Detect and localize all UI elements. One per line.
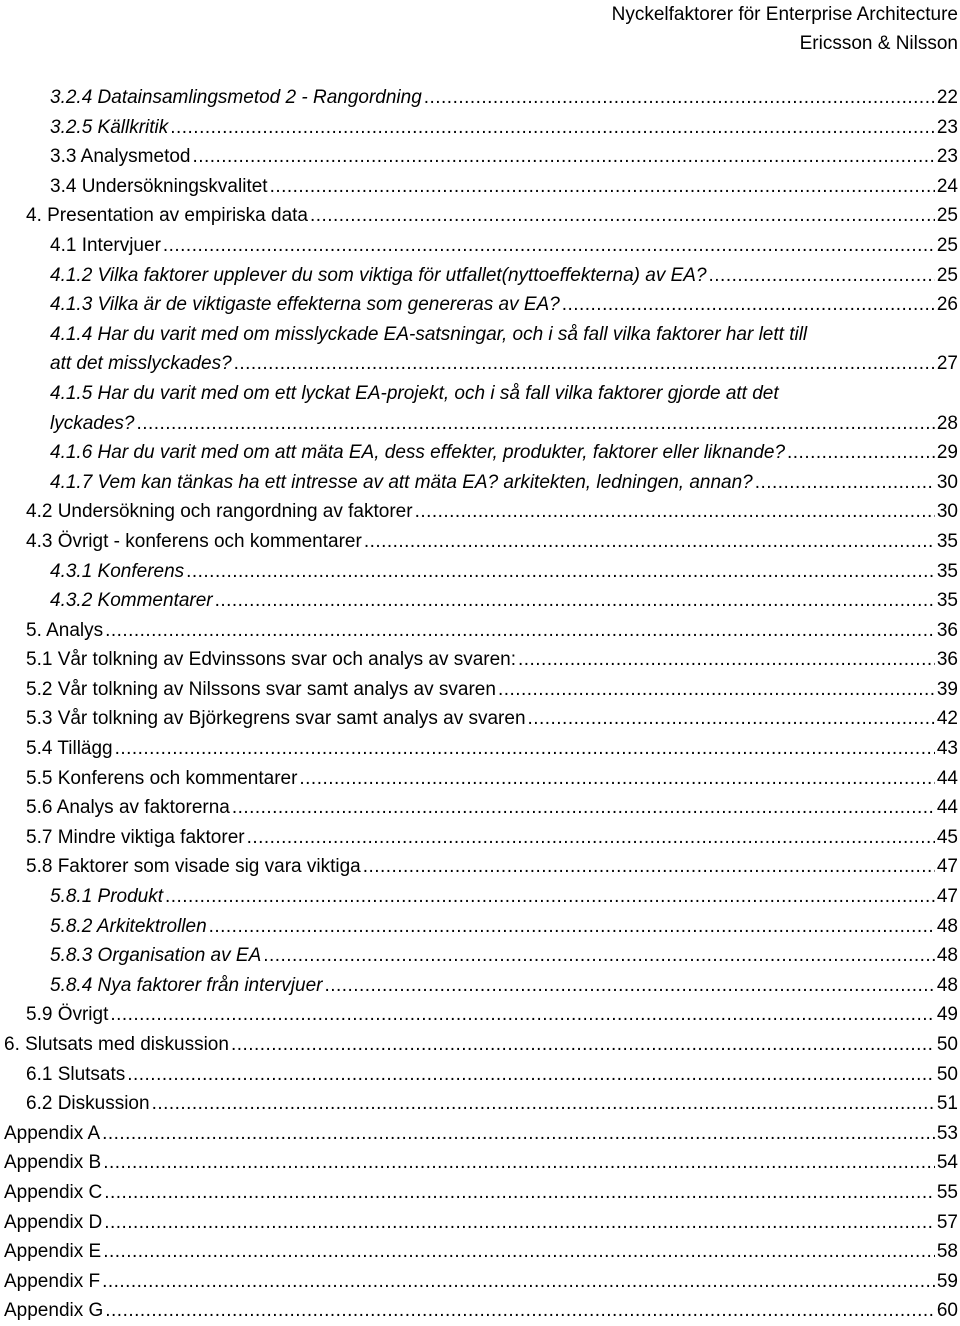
toc-leader-dots (103, 1148, 935, 1178)
table-of-contents (4, 83, 958, 1326)
toc-entry[interactable] (4, 1148, 958, 1178)
toc-page-number: 47 (936, 886, 958, 908)
toc-entry-title: att det misslyckades? (50, 353, 232, 375)
toc-entry[interactable] (4, 113, 958, 143)
toc-leader-dots (234, 349, 935, 379)
toc-page-number: 53 (936, 1122, 958, 1144)
toc-page-number: 36 (936, 619, 958, 641)
toc-entry-title: 5.8.3 Organisation av EA (50, 945, 262, 967)
toc-entry[interactable] (4, 527, 958, 557)
toc-entry[interactable] (4, 704, 958, 734)
toc-entry-title: lyckades? (50, 412, 135, 434)
toc-page-number: 49 (936, 1004, 958, 1026)
toc-entry[interactable] (4, 142, 958, 172)
toc-leader-dots (518, 645, 935, 675)
toc-leader-dots (110, 1000, 934, 1030)
toc-page-number: 48 (936, 915, 958, 937)
toc-leader-dots (103, 1237, 935, 1267)
toc-page-number: 50 (936, 1063, 958, 1085)
toc-page-number: 51 (936, 1093, 958, 1115)
toc-entry-title: 5.8 Faktorer som visade sig vara viktiga (26, 856, 361, 878)
toc-leader-dots (299, 764, 934, 794)
toc-page-number: 25 (936, 264, 958, 286)
toc-page-number: 30 (936, 501, 958, 523)
toc-entry-title: 5.9 Övrigt (26, 1004, 109, 1026)
toc-entry[interactable] (4, 1089, 958, 1119)
toc-entry-title: 5.8.4 Nya faktorer från intervjuer (50, 974, 323, 996)
toc-page-number: 55 (936, 1181, 958, 1203)
toc-entry[interactable] (4, 1237, 958, 1267)
toc-entry[interactable] (4, 1119, 958, 1149)
toc-entry-title: Appendix E (4, 1241, 102, 1263)
toc-entry[interactable] (4, 1296, 958, 1326)
toc-page-number: 35 (936, 590, 958, 612)
toc-page-number: 29 (936, 442, 958, 464)
toc-leader-dots (102, 1119, 935, 1149)
toc-entry[interactable] (4, 1178, 958, 1208)
toc-entry-title: 4.1 Intervjuer (50, 234, 161, 256)
toc-entry-title: 5. Analys (26, 619, 104, 641)
toc-page-number: 44 (936, 797, 958, 819)
toc-entry[interactable] (4, 438, 958, 468)
toc-page-number: 28 (936, 412, 958, 434)
toc-leader-dots (170, 113, 935, 143)
toc-leader-dots (364, 527, 935, 557)
toc-leader-dots (755, 468, 935, 498)
toc-entry[interactable] (4, 1208, 958, 1238)
toc-page-number: 58 (936, 1241, 958, 1263)
toc-page-number: 48 (936, 974, 958, 996)
toc-page-number: 42 (936, 708, 958, 730)
toc-entry-title: 5.8.1 Produkt (50, 886, 164, 908)
toc-entry-title: Appendix F (4, 1270, 101, 1292)
toc-leader-dots (163, 231, 935, 261)
toc-entry-title: 6.2 Diskussion (26, 1093, 150, 1115)
toc-entry-title: 3.4 Undersökningskvalitet (50, 175, 268, 197)
document-title: Nyckelfaktorer för Enterprise Architecture (611, 4, 958, 25)
toc-entry[interactable] (4, 497, 958, 527)
toc-leader-dots (263, 941, 935, 971)
toc-entry-title: 5.2 Vår tolkning av Nilssons svar samt analys av svaren (26, 678, 496, 700)
document-authors: Ericsson & Nilsson (799, 33, 958, 54)
toc-entry-title: Appendix C (4, 1181, 103, 1203)
toc-page-number: 35 (936, 560, 958, 582)
toc-entry-title: 4.3 Övrigt - konferens och kommentarer (26, 530, 362, 552)
toc-entry[interactable] (4, 231, 958, 261)
toc-leader-dots (247, 823, 935, 853)
toc-entry-title: 5.3 Vår tolkning av Björkegrens svar samt analys av svaren (26, 708, 526, 730)
toc-page-number: 48 (936, 945, 958, 967)
toc-leader-dots (105, 1296, 935, 1326)
toc-page-number: 43 (936, 738, 958, 760)
toc-leader-dots (562, 290, 935, 320)
toc-entry[interactable] (4, 83, 958, 113)
toc-entry[interactable] (4, 201, 958, 231)
toc-leader-dots (424, 83, 935, 113)
toc-leader-dots (215, 586, 935, 616)
toc-page-number: 25 (936, 234, 958, 256)
toc-entry[interactable] (4, 468, 958, 498)
toc-leader-dots (105, 616, 935, 646)
toc-entry-title-line1: 4.1.4 Har du varit med om misslyckade EA-satsningar, och i så fall vilka faktorer har lett till (50, 323, 808, 345)
toc-entry-title: Appendix B (4, 1152, 102, 1174)
toc-entry-title: 4.1.3 Vilka är de viktigaste effekterna som genereras av EA? (50, 294, 560, 316)
toc-entry[interactable] (4, 557, 958, 587)
toc-entry[interactable] (4, 1060, 958, 1090)
toc-leader-dots (115, 734, 935, 764)
toc-entry[interactable] (4, 1030, 958, 1060)
toc-leader-dots (324, 971, 934, 1001)
toc-entry-title: 3.3 Analysmetod (50, 146, 191, 168)
toc-entry-title: 3.2.5 Källkritik (50, 116, 169, 138)
toc-entry-title: 5.1 Vår tolkning av Edvinssons svar och analys av svaren: (26, 649, 517, 671)
toc-leader-dots (310, 201, 935, 231)
toc-entry[interactable] (4, 1267, 958, 1297)
toc-page-number: 54 (936, 1152, 958, 1174)
toc-entry-title: 4.1.7 Vem kan tänkas ha ett intresse av att mäta EA? arkitekten, ledningen, annan? (50, 471, 753, 493)
toc-entry[interactable] (4, 616, 958, 646)
toc-entry[interactable] (4, 941, 958, 971)
toc-entry-title: 4.1.6 Har du varit med om att mäta EA, dess effekter, produkter, faktorer eller liknande? (50, 442, 786, 464)
toc-page-number: 27 (936, 353, 958, 375)
toc-entry[interactable] (4, 734, 958, 764)
toc-entry[interactable] (4, 1000, 958, 1030)
toc-page-number: 23 (936, 146, 958, 168)
toc-entry-title: Appendix D (4, 1211, 103, 1233)
toc-entry[interactable] (4, 172, 958, 202)
toc-page-number: 22 (936, 87, 958, 108)
toc-entry-title: 6. Slutsats med diskussion (4, 1034, 229, 1055)
toc-entry-title: 5.5 Konferens och kommentarer (26, 767, 298, 789)
toc-leader-dots (104, 1178, 935, 1208)
toc-entry-title: Appendix G (4, 1300, 104, 1322)
toc-entry[interactable] (4, 261, 958, 291)
toc-entry[interactable] (4, 764, 958, 794)
toc-leader-dots (152, 1089, 935, 1119)
toc-entry[interactable] (4, 320, 958, 379)
toc-entry[interactable] (4, 586, 958, 616)
toc-entry-title: 4.2 Undersökning och rangordning av faktorer (26, 501, 413, 523)
toc-leader-dots (186, 557, 935, 587)
page-header (612, 0, 958, 58)
toc-page-number: 59 (936, 1270, 958, 1292)
toc-leader-dots (231, 1030, 935, 1060)
toc-leader-dots (363, 852, 935, 882)
toc-page-number: 24 (936, 175, 958, 197)
toc-leader-dots (192, 142, 934, 172)
toc-page-number: 36 (936, 649, 958, 671)
toc-leader-dots (137, 409, 935, 439)
toc-leader-dots (209, 912, 935, 942)
toc-entry-title: 4.3.1 Konferens (50, 560, 185, 582)
toc-leader-dots (709, 261, 935, 291)
toc-leader-dots (102, 1267, 935, 1297)
toc-page-number: 39 (936, 678, 958, 700)
toc-entry-title: 4. Presentation av empiriska data (26, 205, 308, 227)
toc-leader-dots (415, 497, 935, 527)
toc-entry-title: 5.7 Mindre viktiga faktorer (26, 826, 245, 848)
toc-page-number: 30 (936, 471, 958, 493)
toc-page-number: 26 (936, 294, 958, 316)
toc-page-number: 23 (936, 116, 958, 138)
toc-leader-dots (165, 882, 935, 912)
toc-page-number: 35 (936, 530, 958, 552)
toc-entry[interactable] (4, 823, 958, 853)
toc-page-number: 45 (936, 826, 958, 848)
toc-page-number: 47 (936, 856, 958, 878)
toc-leader-dots (498, 675, 935, 705)
toc-entry-title: 3.2.4 Datainsamlingsmetod 2 - Rangordning (50, 87, 422, 108)
toc-entry[interactable] (4, 852, 958, 882)
toc-leader-dots (104, 1208, 935, 1238)
toc-page-number: 25 (936, 205, 958, 227)
toc-leader-dots (232, 793, 935, 823)
toc-entry-title: 5.6 Analys av faktorerna (26, 797, 230, 819)
toc-leader-dots (270, 172, 935, 202)
toc-entry[interactable] (4, 645, 958, 675)
toc-entry-title: 5.8.2 Arkitektrollen (50, 915, 207, 937)
toc-entry[interactable] (4, 290, 958, 320)
toc-page-number: 57 (936, 1211, 958, 1233)
toc-entry[interactable] (4, 675, 958, 705)
toc-entry-title: Appendix A (4, 1122, 101, 1144)
toc-entry[interactable] (4, 912, 958, 942)
toc-leader-dots (787, 438, 935, 468)
toc-page-number: 50 (936, 1034, 958, 1055)
toc-page-number: 44 (936, 767, 958, 789)
toc-entry[interactable] (4, 971, 958, 1001)
toc-entry[interactable] (4, 793, 958, 823)
toc-leader-dots (127, 1060, 935, 1090)
toc-entry-title: 4.1.2 Vilka faktorer upplever du som viktiga för utfallet(nyttoeffekterna) av EA? (50, 264, 707, 286)
toc-entry-title: 4.3.2 Kommentarer (50, 590, 213, 612)
toc-entry-title: 5.4 Tillägg (26, 738, 113, 760)
toc-page-number: 60 (936, 1300, 958, 1322)
toc-entry[interactable] (4, 882, 958, 912)
toc-leader-dots (528, 704, 935, 734)
toc-entry[interactable] (4, 379, 958, 438)
toc-entry-title-line1: 4.1.5 Har du varit med om ett lyckat EA-projekt, och i så fall vilka faktorer gjorde att det (50, 382, 779, 404)
toc-entry-title: 6.1 Slutsats (26, 1063, 126, 1085)
